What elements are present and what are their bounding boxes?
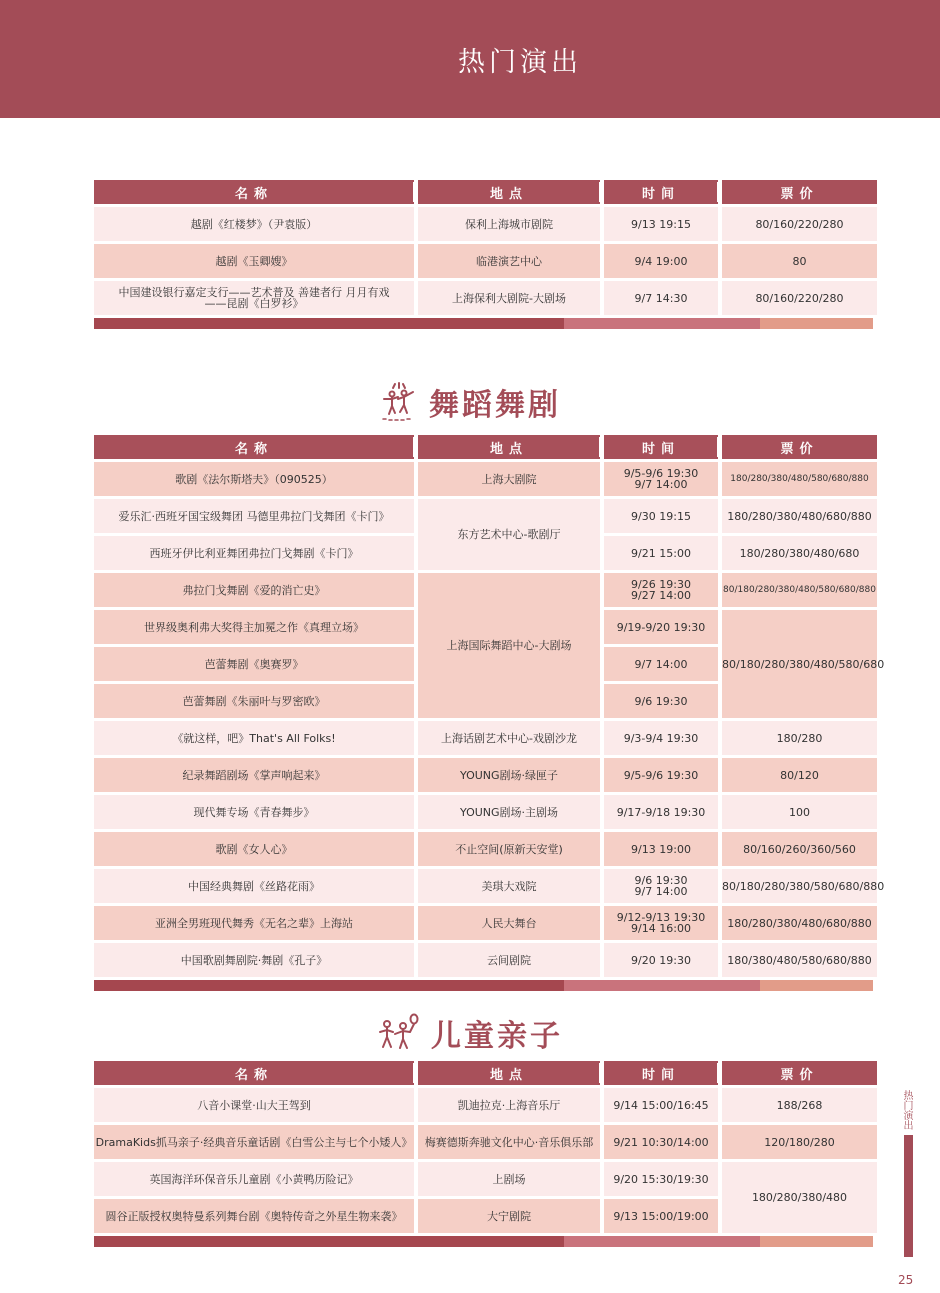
- page-number: 25: [898, 1273, 914, 1287]
- cell-price: 180/280/380/480/680: [722, 536, 877, 570]
- cell-venue: 上海国际舞蹈中心-大剧场: [418, 573, 600, 718]
- cell-venue: 不止空间(原新天安堂): [418, 832, 600, 866]
- cell-time: 9/6 19:30: [604, 684, 718, 718]
- schedule-table: [90, 177, 881, 318]
- footer-bar-segment: [564, 980, 760, 991]
- column-header-time: 时间: [604, 1061, 718, 1085]
- cell-name: 芭蕾舞剧《奥赛罗》: [94, 647, 414, 681]
- table-row: [94, 758, 877, 792]
- cell-price: 80/160/220/280: [722, 207, 877, 241]
- footer-bar-segment: [94, 318, 564, 329]
- column-header-name: 名称: [94, 180, 414, 204]
- cell-time: 9/3-9/4 19:30: [604, 721, 718, 755]
- column-header-price: 票价: [722, 180, 877, 204]
- cell-name: 中国建设银行嘉定支行——艺术普及 善建者行 月月有戏 ——昆剧《白罗衫》: [94, 281, 414, 315]
- cell-venue: 临港演艺中心: [418, 244, 600, 278]
- cell-price: 180/280/380/480/580/680/880: [722, 462, 877, 496]
- cell-price: 180/280/380/480/680/880: [722, 906, 877, 940]
- children-balloon-icon: [377, 1012, 421, 1054]
- cell-venue: 东方艺术中心-歌剧厅: [418, 499, 600, 570]
- column-header-name: 名称: [94, 435, 414, 459]
- section-dance: [0, 380, 940, 424]
- cell-price: 80/120: [722, 758, 877, 792]
- cell-name: 中国经典舞剧《丝路花雨》: [94, 869, 414, 903]
- column-header-venue: 地点: [418, 435, 600, 459]
- cell-price: 80: [722, 244, 877, 278]
- cell-time: 9/5-9/6 19:30: [604, 758, 718, 792]
- cell-venue: 上剧场: [418, 1162, 600, 1196]
- cell-name: 越剧《玉卿嫂》: [94, 244, 414, 278]
- cell-time: 9/19-9/20 19:30: [604, 610, 718, 644]
- dancers-icon: [379, 381, 419, 423]
- page-title: 热门演出: [458, 46, 582, 78]
- cell-time: 9/12-9/13 19:30 9/14 16:00: [604, 906, 718, 940]
- table-row: [94, 906, 877, 940]
- table-row: [94, 721, 877, 755]
- footer-bar-segment: [94, 980, 564, 991]
- cell-time: 9/17-9/18 19:30: [604, 795, 718, 829]
- table-footer-bar: [94, 318, 873, 329]
- cell-price: 188/268: [722, 1088, 877, 1122]
- table-row: [94, 1125, 877, 1159]
- cell-price: 100: [722, 795, 877, 829]
- cell-name: 芭蕾舞剧《朱丽叶与罗密欧》: [94, 684, 414, 718]
- cell-time: 9/14 15:00/16:45: [604, 1088, 718, 1122]
- cell-name: 英国海洋环保音乐儿童剧《小黄鸭历险记》: [94, 1162, 414, 1196]
- cell-time: 9/21 10:30/14:00: [604, 1125, 718, 1159]
- cell-venue: 上海大剧院: [418, 462, 600, 496]
- cell-name: 越剧《红楼梦》（尹袁版）: [94, 207, 414, 241]
- cell-name: 歌剧《法尔斯塔夫》（090525）: [94, 462, 414, 496]
- cell-venue: 人民大舞台: [418, 906, 600, 940]
- cell-venue: 梅赛德斯奔驰文化中心·音乐俱乐部: [418, 1125, 600, 1159]
- column-header-time: 时间: [604, 435, 718, 459]
- cell-name: 《就这样，吧》That's All Folks!: [94, 721, 414, 755]
- cell-time: 9/13 19:00: [604, 832, 718, 866]
- cell-time: 9/20 19:30: [604, 943, 718, 977]
- table-row: [94, 281, 877, 315]
- cell-venue: YOUNG剧场·主剧场: [418, 795, 600, 829]
- table-row: [94, 244, 877, 278]
- cell-price: 120/180/280: [722, 1125, 877, 1159]
- side-tab-bar: [904, 1135, 913, 1257]
- cell-name: 亚洲全男班现代舞秀《无名之辈》上海站: [94, 906, 414, 940]
- table-dance: [90, 432, 885, 991]
- cell-venue: 云间剧院: [418, 943, 600, 977]
- table-footer-bar: [94, 1236, 873, 1247]
- schedule-table: [90, 432, 885, 980]
- table-row: [94, 1162, 877, 1196]
- cell-time: 9/6 19:30 9/7 14:00: [604, 869, 718, 903]
- column-header-price: 票价: [722, 435, 877, 459]
- section-title: 舞蹈舞剧: [429, 388, 561, 423]
- cell-time: 9/30 19:15: [604, 499, 718, 533]
- table-header-row: [94, 1061, 877, 1085]
- table-row: [94, 499, 877, 533]
- footer-bar-segment: [760, 1236, 873, 1247]
- cell-name: 歌剧《女人心》: [94, 832, 414, 866]
- section-kids: [0, 1011, 940, 1055]
- cell-name: 八音小课堂·山大王驾到: [94, 1088, 414, 1122]
- cell-price: 180/280/380/480/680/880: [722, 499, 877, 533]
- cell-venue: 上海保利大剧院-大剧场: [418, 281, 600, 315]
- cell-time: 9/4 19:00: [604, 244, 718, 278]
- footer-bar-segment: [760, 980, 873, 991]
- cell-time: 9/20 15:30/19:30: [604, 1162, 718, 1196]
- cell-name: 西班牙伊比利亚舞团弗拉门戈舞剧《卡门》: [94, 536, 414, 570]
- table-row: [94, 573, 877, 607]
- column-header-venue: 地点: [418, 180, 600, 204]
- table-footer-bar: [94, 980, 873, 991]
- cell-venue: 上海话剧艺术中心-戏剧沙龙: [418, 721, 600, 755]
- table-popular: [90, 177, 877, 329]
- cell-name: 圆谷正版授权奥特曼系列舞台剧《奥特传奇之外星生物来袭》: [94, 1199, 414, 1233]
- table-kids: [90, 1058, 877, 1247]
- table-row: [94, 795, 877, 829]
- side-tab-label: 热门演出: [901, 1090, 912, 1130]
- column-header-price: 票价: [722, 1061, 877, 1085]
- cell-venue: 大宁剧院: [418, 1199, 600, 1233]
- cell-venue: 美琪大戏院: [418, 869, 600, 903]
- cell-name: 爱乐汇·西班牙国宝级舞团 马德里弗拉门戈舞团《卡门》: [94, 499, 414, 533]
- cell-price: 80/180/280/380/580/680/880: [722, 869, 877, 903]
- cell-price: 180/280/380/480: [722, 1162, 877, 1233]
- cell-name: DramaKids抓马亲子·经典音乐童话剧《白雪公主与七个小矮人》: [94, 1125, 414, 1159]
- cell-venue: 凯迪拉克·上海音乐厅: [418, 1088, 600, 1122]
- page-header-band: [0, 0, 940, 118]
- table-row: [94, 207, 877, 241]
- table-row: [94, 869, 877, 903]
- footer-bar-segment: [564, 318, 760, 329]
- column-header-time: 时间: [604, 180, 718, 204]
- side-tab[interactable]: [900, 1090, 916, 1257]
- table-row: [94, 1088, 877, 1122]
- cell-price: 80/180/280/380/480/580/680: [722, 610, 877, 718]
- column-header-name: 名称: [94, 1061, 414, 1085]
- table-row: [94, 462, 877, 496]
- section-title: 儿童亲子: [431, 1019, 563, 1054]
- cell-price: 180/280: [722, 721, 877, 755]
- cell-name: 中国歌剧舞剧院·舞剧《孔子》: [94, 943, 414, 977]
- cell-name: 纪录舞蹈剧场《掌声响起来》: [94, 758, 414, 792]
- table-header-row: [94, 435, 877, 459]
- cell-price: 80/160/260/360/560: [722, 832, 877, 866]
- cell-time: 9/7 14:30: [604, 281, 718, 315]
- cell-venue: 保利上海城市剧院: [418, 207, 600, 241]
- table-row: [94, 943, 877, 977]
- cell-name: 现代舞专场《青春舞步》: [94, 795, 414, 829]
- cell-price: 80/160/220/280: [722, 281, 877, 315]
- schedule-table: [90, 1058, 881, 1236]
- cell-time: 9/21 15:00: [604, 536, 718, 570]
- footer-bar-segment: [564, 1236, 760, 1247]
- cell-price: 180/380/480/580/680/880: [722, 943, 877, 977]
- cell-time: 9/13 15:00/19:00: [604, 1199, 718, 1233]
- cell-price: 80/180/280/380/480/580/680/880: [722, 573, 877, 607]
- table-header-row: [94, 180, 877, 204]
- column-header-venue: 地点: [418, 1061, 600, 1085]
- cell-time: 9/13 19:15: [604, 207, 718, 241]
- cell-time: 9/7 14:00: [604, 647, 718, 681]
- cell-time: 9/26 19:30 9/27 14:00: [604, 573, 718, 607]
- footer-bar-segment: [760, 318, 873, 329]
- cell-time: 9/5-9/6 19:30 9/7 14:00: [604, 462, 718, 496]
- table-row: [94, 832, 877, 866]
- footer-bar-segment: [94, 1236, 564, 1247]
- cell-name: 弗拉门戈舞剧《爱的消亡史》: [94, 573, 414, 607]
- cell-name: 世界级奥利弗大奖得主加冕之作《真理立场》: [94, 610, 414, 644]
- cell-venue: YOUNG剧场·绿匣子: [418, 758, 600, 792]
